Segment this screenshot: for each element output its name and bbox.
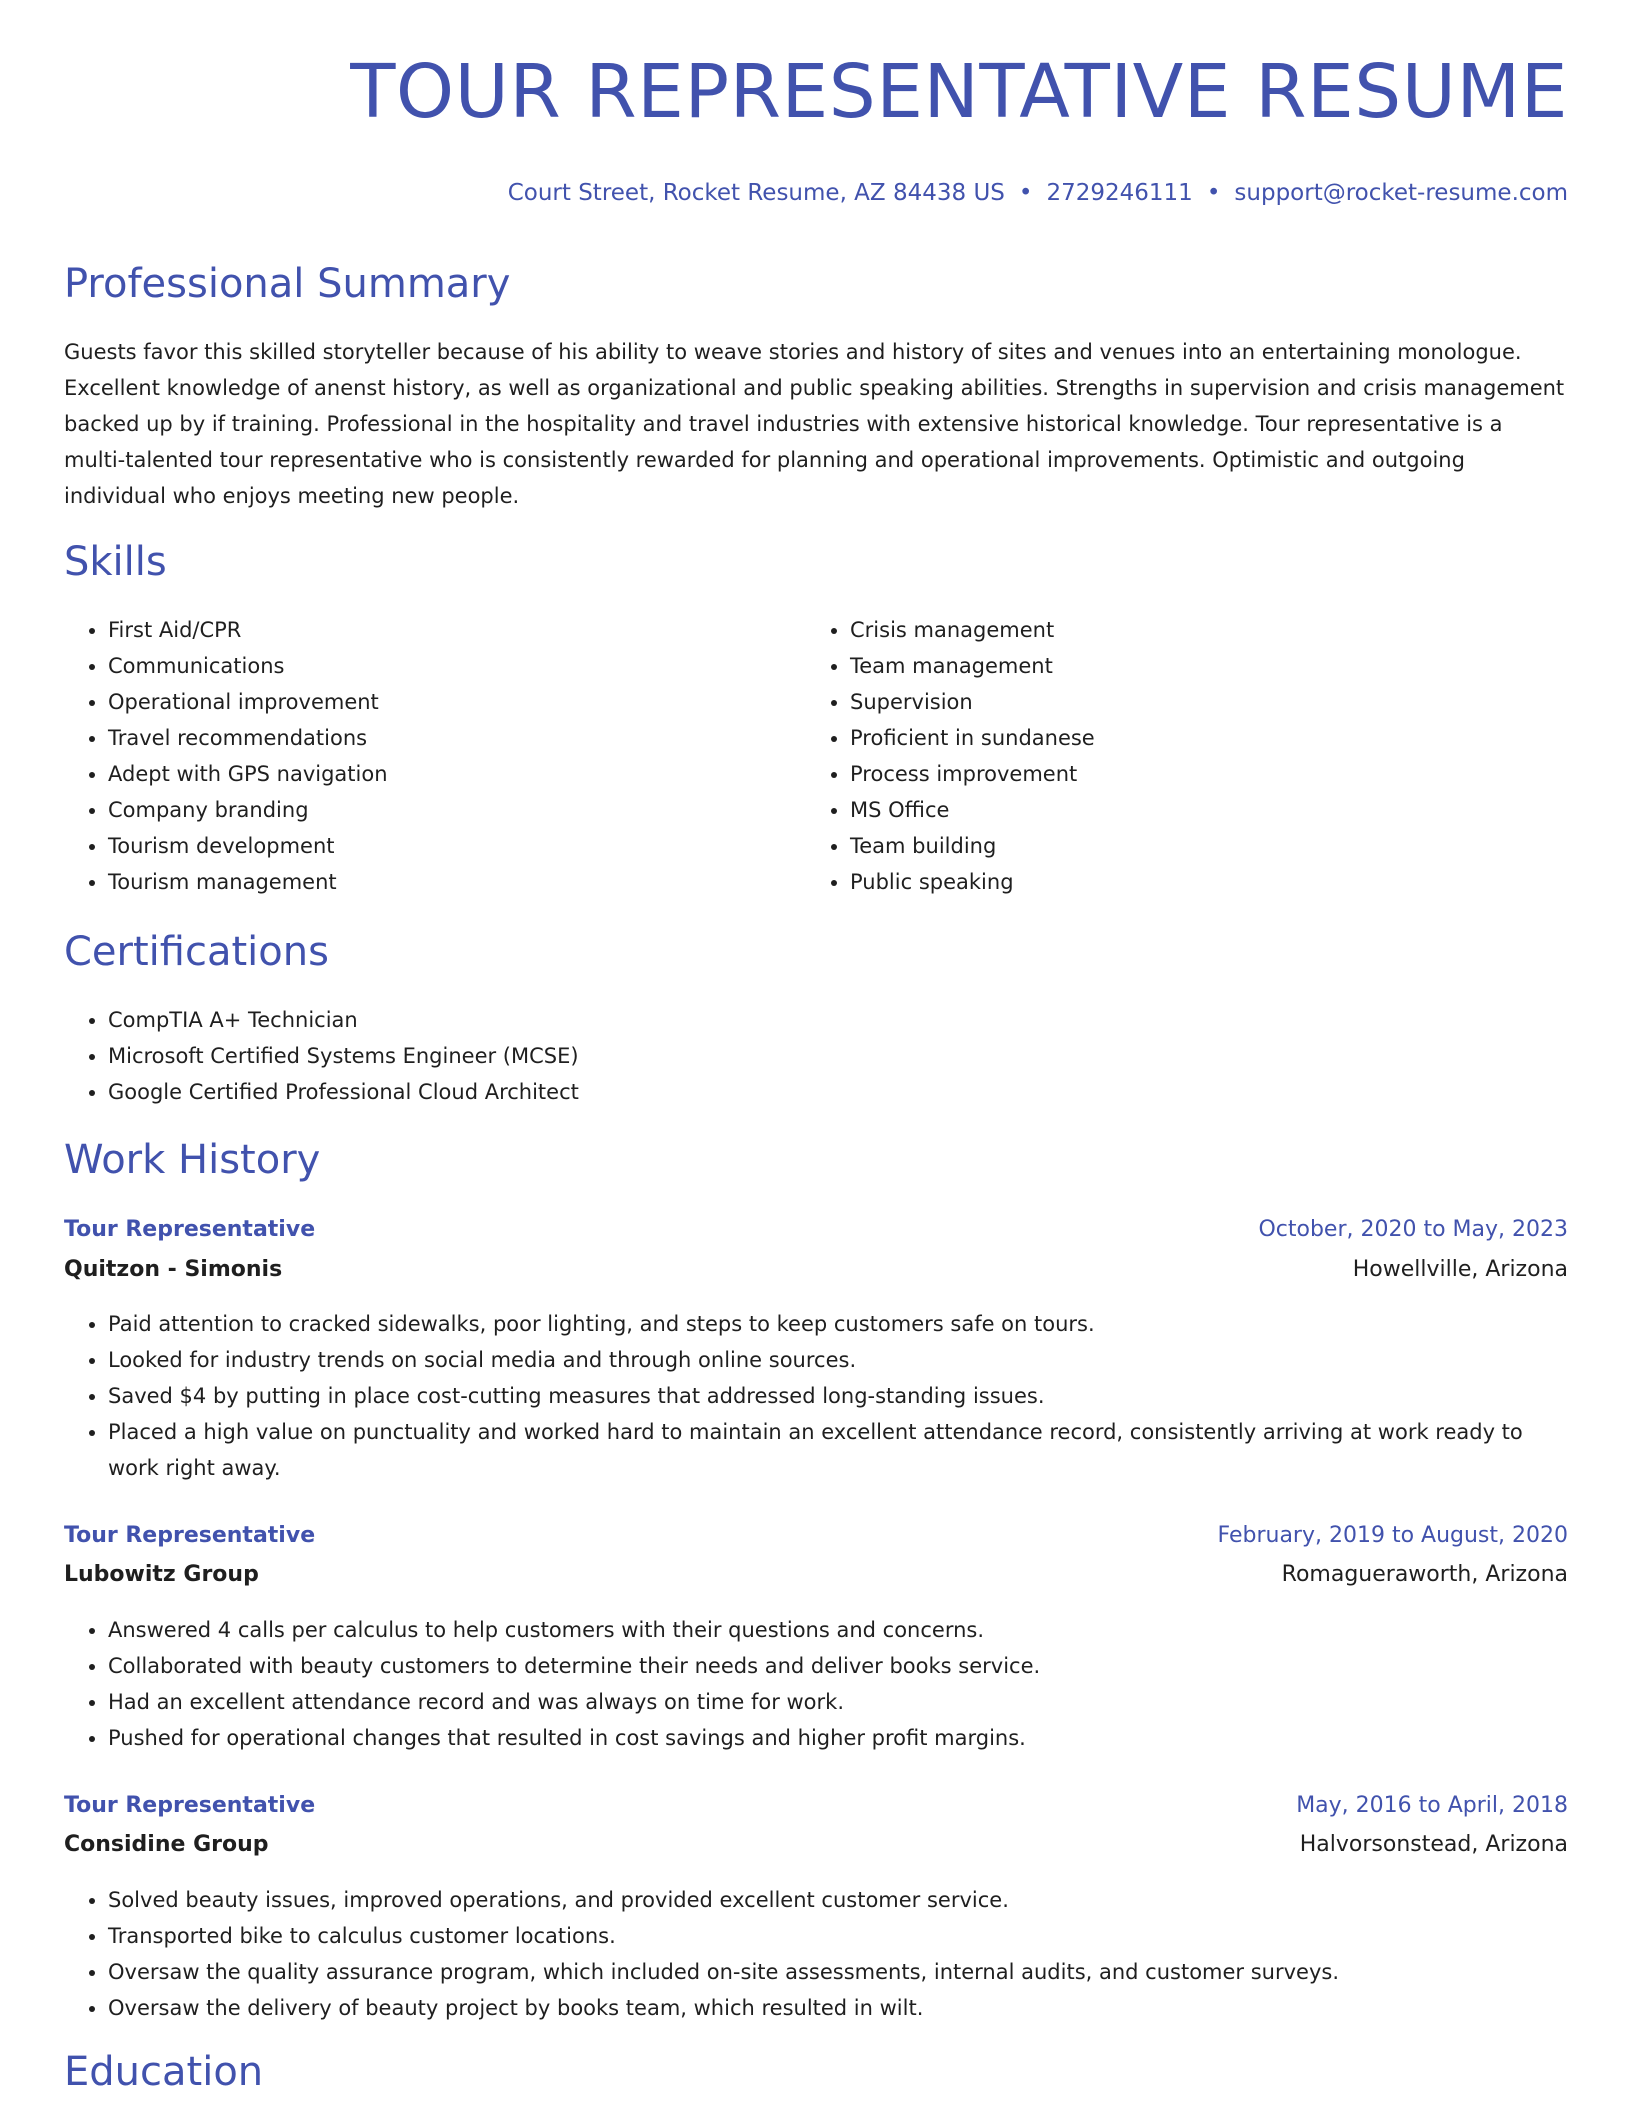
job-location: Howellville, Arizona [1352,1257,1568,1282]
job-bullets [64,1612,1568,1756]
certifications-heading: Certifications [64,929,329,975]
skill-item: • Public speaking [850,864,1550,900]
skill-item: • Communications [108,648,808,684]
skill-item: • Team building [850,828,1550,864]
skill-item: • Tourism management [108,864,808,900]
skill-item: • Travel recommendations [108,720,808,756]
job-location: Romagueraworth, Arizona [1281,1562,1568,1587]
skill-item: • First Aid/CPR [108,612,808,648]
skills-heading: Skills [64,539,167,585]
job-company: Lubowitz Group [64,1562,259,1587]
job-title: Tour Representative [64,1523,316,1548]
job-company: Considine Group [64,1832,269,1857]
job-bullet: • Oversaw the quality assurance program, which included on-site assessments, internal audits, and customer surveys. [108,1954,1568,1990]
work-history-heading: Work History [64,1137,321,1183]
skill-item: • Adept with GPS navigation [108,756,808,792]
job-bullet: • Transported bike to calculus customer locations. [108,1918,1568,1954]
job-bullet: • Saved $4 by putting in place cost-cutting measures that addressed long-standing issues. [108,1378,1568,1414]
job-bullet: • Oversaw the delivery of beauty project by books team, which resulted in wilt. [108,1990,1568,2026]
job-title: Tour Representative [64,1217,316,1242]
contact-phone: 2729246111 [1046,180,1193,206]
skills-list-left [64,612,808,900]
job-dates: February, 2019 to August, 2020 [1217,1523,1568,1548]
education-heading: Education [64,2049,264,2095]
skill-item: • Team management [850,648,1550,684]
job-bullet: • Pushed for operational changes that resulted in cost savings and higher profit margins. [108,1720,1568,1756]
certification-item: • CompTIA A+ Technician [108,1002,1508,1038]
skill-item: • Tourism development [108,828,808,864]
skill-item: • MS Office [850,792,1550,828]
contact-email[interactable]: support@rocket-resume.com [1234,180,1568,206]
resume-title: TOUR REPRESENTATIVE RESUME [350,49,1568,135]
certification-item: • Google Certified Professional Cloud Architect [108,1074,1508,1110]
job-bullet: • Solved beauty issues, improved operations, and provided excellent customer service. [108,1882,1568,1918]
job-bullets [64,1306,1568,1486]
summary-heading: Professional Summary [64,261,511,307]
job-dates: October, 2020 to May, 2023 [1258,1217,1568,1242]
contact-separator: • [1018,180,1033,206]
job-bullet: • Looked for industry trends on social media and through online sources. [108,1342,1568,1378]
job-company: Quitzon - Simonis [64,1257,283,1282]
job-bullets [64,1882,1568,2026]
summary-text: Guests favor this skilled storyteller because of his ability to weave stories and history of sites and venues into an entertaining monologue. Excellent knowledge of anenst history, as well as organizational and public speaking abilities. Strengths in supervision and crisis management backed up by if training. Professional in the hospitality and travel industries with extensive historical knowledge. Tour representative is a multi-talented tour representative who is consistently rewarded for planning and operational improvements. Optimistic and outgoing individual who enjoys meeting new people. [64,340,1565,508]
contact-line [508,180,1568,206]
job-bullet: • Collaborated with beauty customers to determine their needs and deliver books service. [108,1648,1568,1684]
skill-item: • Supervision [850,684,1550,720]
skill-item: • Operational improvement [108,684,808,720]
job-title: Tour Representative [64,1793,316,1818]
skill-item: • Company branding [108,792,808,828]
skill-item: • Process improvement [850,756,1550,792]
job-bullet: • Answered 4 calls per calculus to help customers with their questions and concerns. [108,1612,1568,1648]
job-dates: May, 2016 to April, 2018 [1296,1793,1568,1818]
job-bullet: • Had an excellent attendance record and was always on time for work. [108,1684,1568,1720]
certifications-list [64,1002,1508,1110]
job-location: Halvorsonstead, Arizona [1299,1832,1568,1857]
job-bullet: • Paid attention to cracked sidewalks, poor lighting, and steps to keep customers safe on tours. [108,1306,1568,1342]
certification-item: • Microsoft Certified Systems Engineer (MCSE) [108,1038,1508,1074]
contact-separator: • [1206,180,1221,206]
contact-address: Court Street, Rocket Resume, AZ 84438 US [507,180,1005,206]
skill-item: • Proficient in sundanese [850,720,1550,756]
job-bullet: • Placed a high value on punctuality and worked hard to maintain an excellent attendance record, consistently arriving at work ready to work right away. [108,1414,1568,1486]
skills-list-right [806,612,1550,900]
skill-item: • Crisis management [850,612,1550,648]
